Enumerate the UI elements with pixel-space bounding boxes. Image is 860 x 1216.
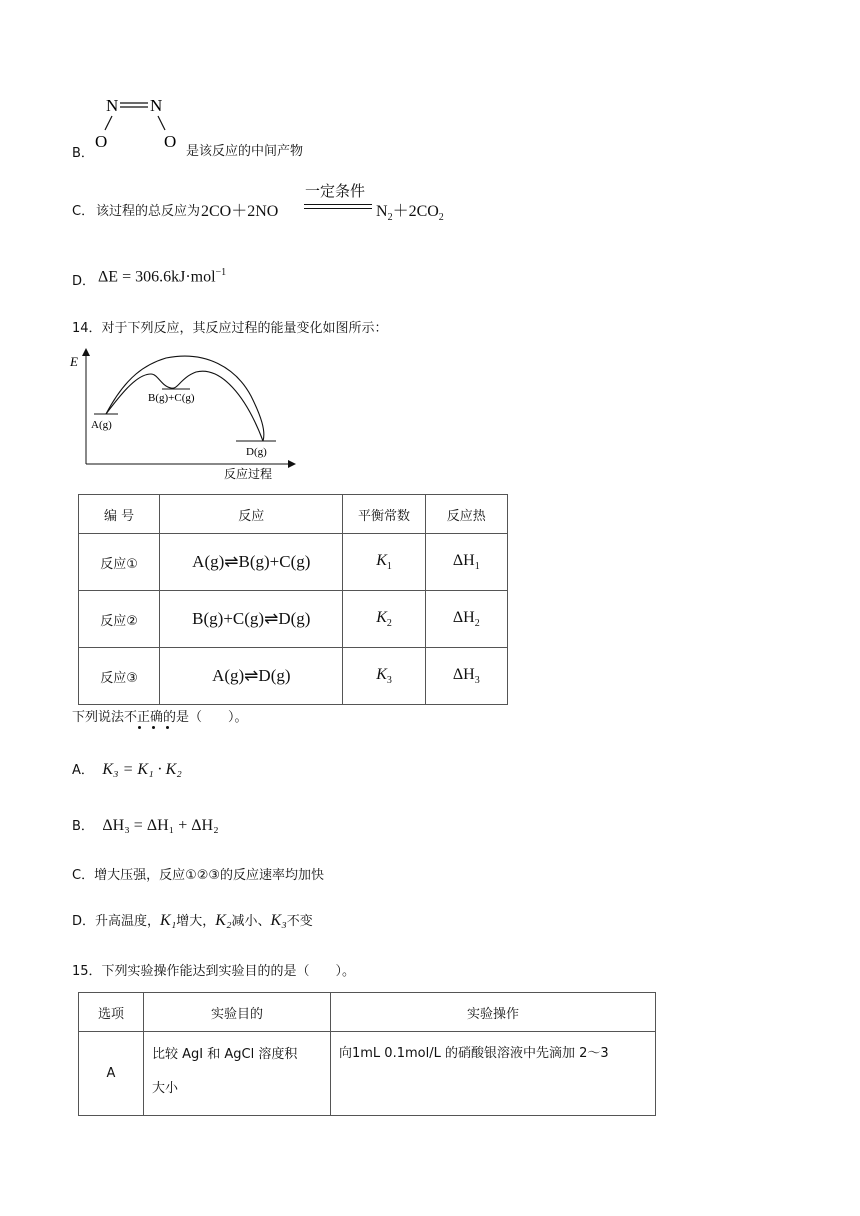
option-c-reactants: 2CO＋2NO (201, 203, 279, 220)
row-k: $K_1$ (343, 534, 425, 591)
atom-n-left: N (106, 96, 119, 115)
row-purpose: 比较 AgI 和 AgCl 溶度积 大小 (144, 1032, 331, 1116)
q14-option-c: C．增大压强，反应①②③的反应速率均加快 (72, 868, 325, 883)
q15-stem: 15．下列实验操作能达到实验目的的是（ ）。 (72, 964, 356, 979)
option-c-text: 该过程的总反应为 (96, 204, 201, 219)
row-k: $K_2$ (343, 591, 425, 648)
row-id: 反应① (79, 534, 160, 591)
option-d-formula: ΔE = 306.6kJ·mol$^{-1}$ (98, 267, 227, 286)
table-header-row (79, 495, 508, 534)
header-h: 反应热 (425, 495, 507, 534)
option-d-prefix: D． (72, 274, 96, 289)
header-k: 平衡常数 (343, 495, 425, 534)
n2o2-structure-diagram (90, 92, 190, 154)
q15-table (78, 992, 656, 1116)
level-a-label: A(g) (91, 419, 112, 431)
option-b-prefix: B． (72, 819, 94, 834)
row-id: 反应③ (79, 648, 160, 705)
option-b-prefix: B． (72, 146, 94, 161)
atom-o-right: O (164, 132, 177, 151)
header-purpose: 实验目的 (144, 993, 331, 1032)
row-reaction: A(g)⇌D(g) (160, 648, 343, 705)
option-c-prefix: C． (72, 204, 95, 219)
row-k: $K_3$ (343, 648, 425, 705)
row-id: 反应② (79, 591, 160, 648)
q14-question: 下列说法不正确的是（ ）。 (72, 710, 248, 725)
option-b-formula: ΔH₃ = ΔH₁ + ΔH₂ (102, 817, 219, 834)
equals-arrow (304, 204, 372, 209)
row-reaction: B(g)+C(g)⇌D(g) (160, 591, 343, 648)
reaction-condition: 一定条件 (305, 182, 366, 200)
header-operation: 实验操作 (331, 993, 656, 1032)
row-operation: 向1mL 0.1mol/L 的硝酸银溶液中先滴加 2～3 (331, 1032, 656, 1116)
row-h: $\Delta H_2$ (425, 591, 507, 648)
table-row (79, 1032, 656, 1116)
emphasis-dot (166, 726, 169, 729)
emphasis-dot (138, 726, 141, 729)
table-row (79, 534, 508, 591)
q14-stem: 14．对于下列反应，其反应过程的能量变化如图所示： (72, 321, 388, 336)
row-option: A (79, 1032, 144, 1116)
option-b-text: 是该反应的中间产物 (186, 144, 304, 159)
q14-option-a (72, 759, 182, 779)
atom-o-left: O (95, 132, 108, 151)
q14-table (78, 494, 508, 705)
atom-n-right: N (150, 96, 163, 115)
q14-option-b (72, 815, 219, 835)
emphasis-dot (152, 726, 155, 729)
option-c-products: $N_2+2CO_2$ (376, 203, 444, 224)
energy-diagram (66, 346, 306, 482)
table-row (79, 648, 508, 705)
row-h: $\Delta H_1$ (425, 534, 507, 591)
option-a-formula: K₃ = K₁ · K₂ (102, 761, 182, 778)
header-option: 选项 (79, 993, 144, 1032)
row-reaction: A(g)⇌B(g)+C(g) (160, 534, 343, 591)
level-bc-label: B(g)+C(g) (148, 392, 195, 404)
table-row (79, 591, 508, 648)
level-d-label: D(g) (246, 446, 267, 458)
header-reaction: 反应 (160, 495, 343, 534)
header-id: 编 号 (79, 495, 160, 534)
row-h: $\Delta H_3$ (425, 648, 507, 705)
y-axis-label: E (70, 354, 78, 369)
q14-option-d: D．升高温度，K₁增大，K₂减小、K₃不变 (72, 912, 313, 929)
table-header-row (79, 993, 656, 1032)
x-axis-label: 反应过程 (224, 467, 273, 481)
option-a-prefix: A． (72, 763, 94, 778)
